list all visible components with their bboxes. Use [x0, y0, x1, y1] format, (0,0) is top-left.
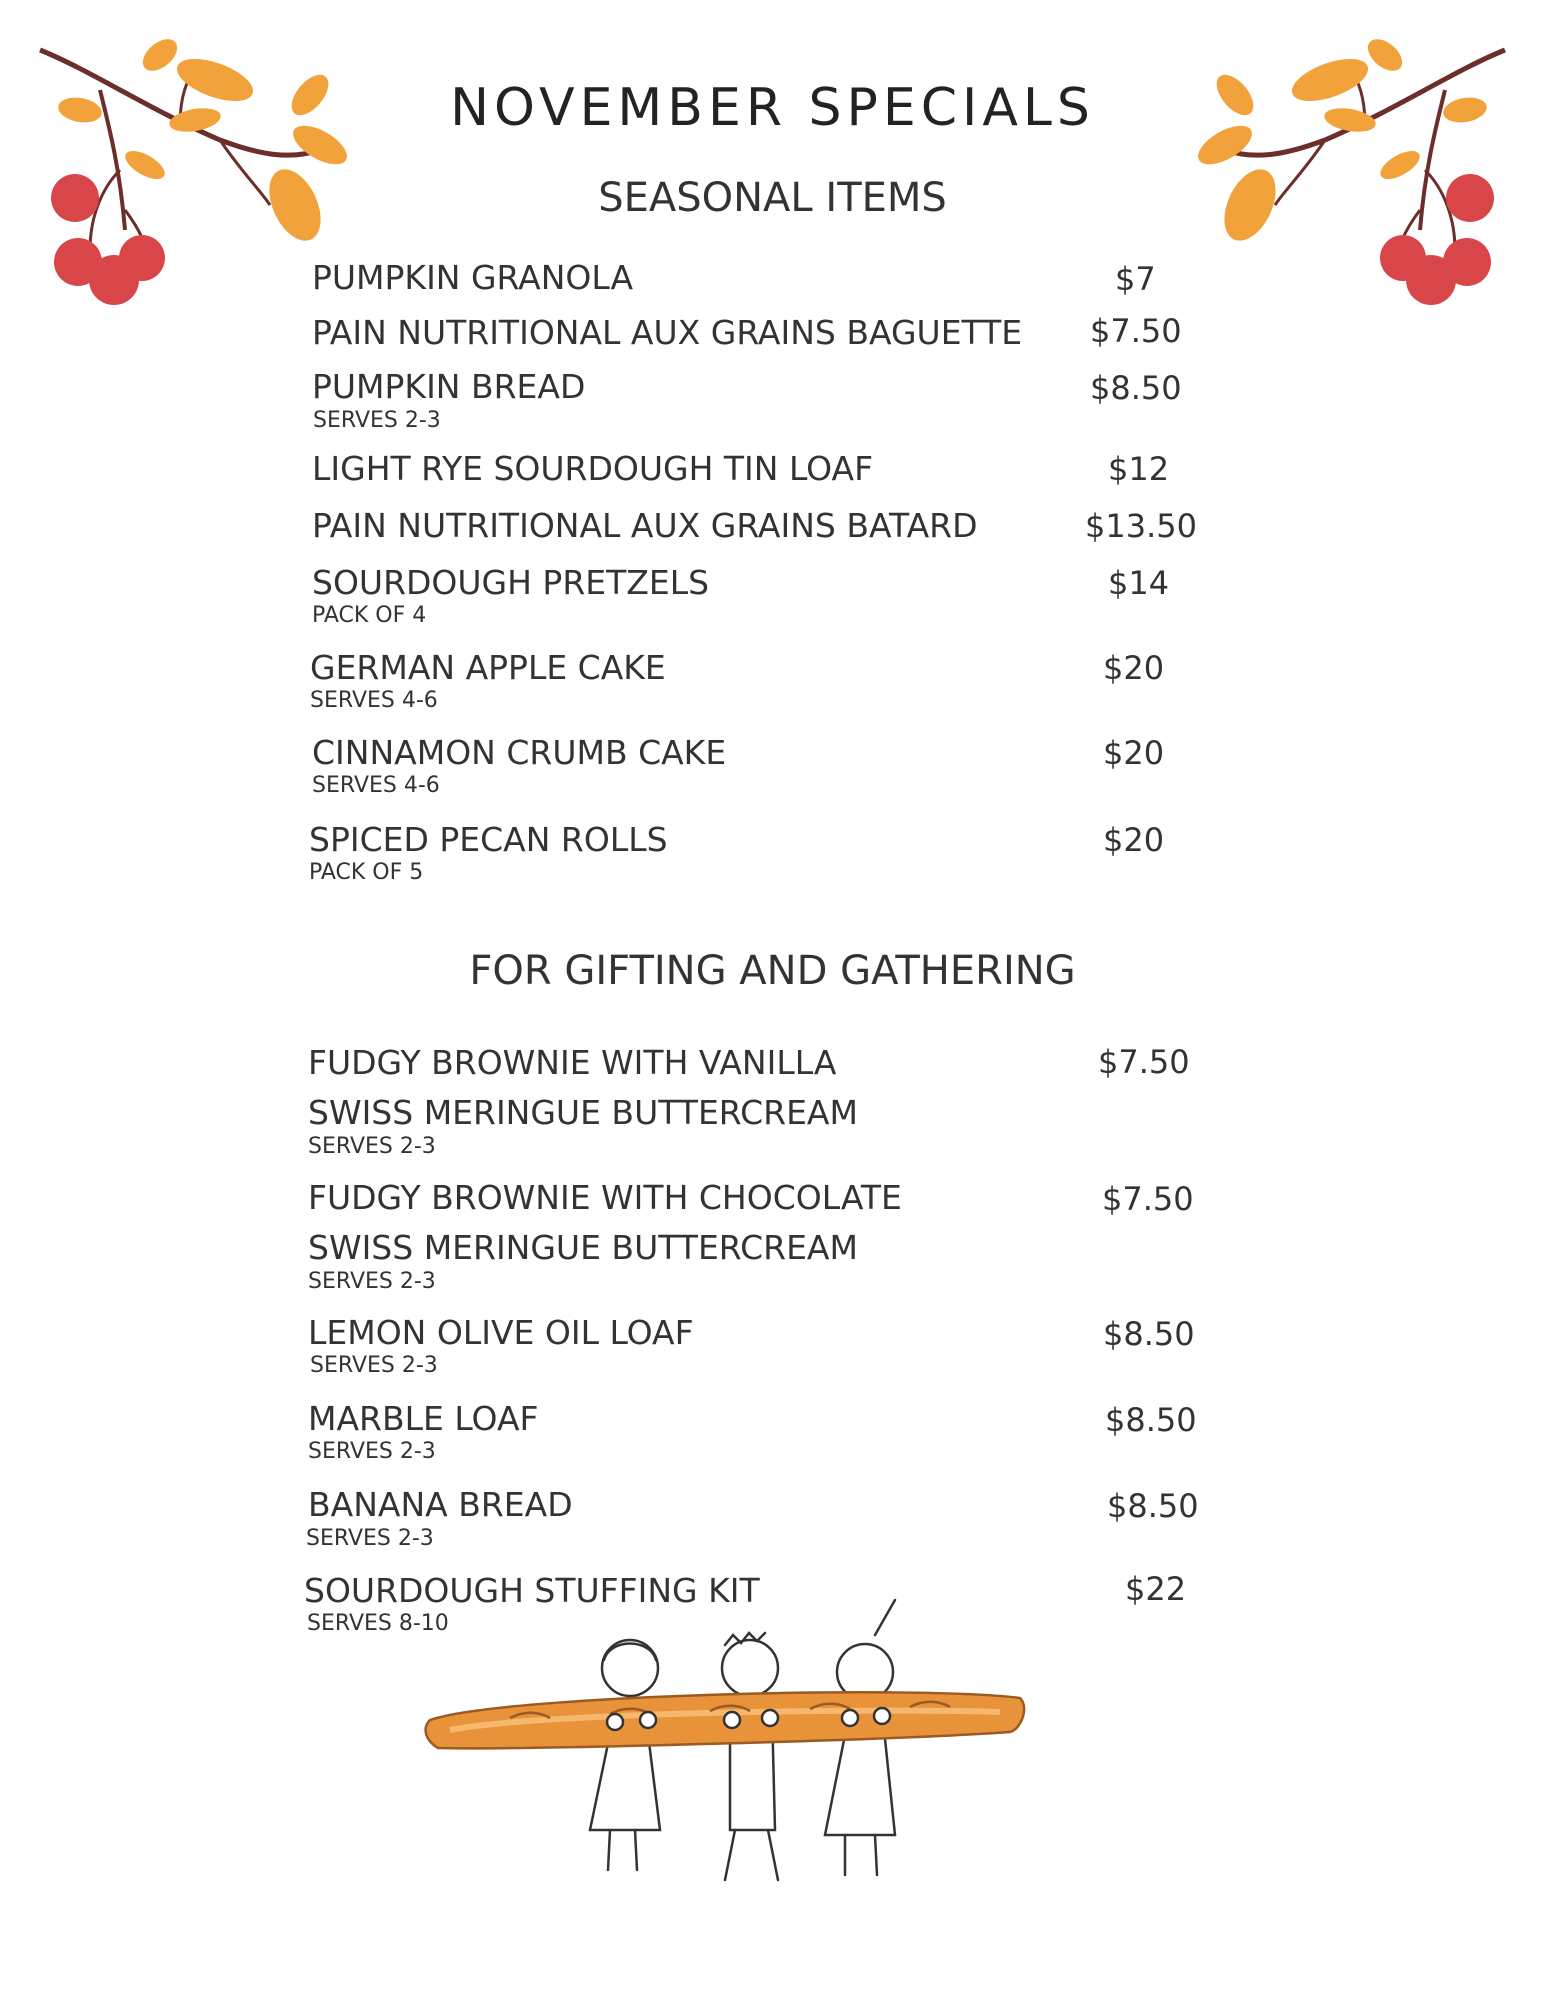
- menu-item-note: SERVES 4-6: [312, 773, 440, 798]
- menu-item-price: $13.50: [1085, 507, 1197, 545]
- menu-item-name: PUMPKIN GRANOLA: [312, 258, 634, 297]
- menu-item-note: SERVES 2-3: [310, 1353, 438, 1378]
- menu-item-name-line2: SWISS MERINGUE BUTTERCREAM: [308, 1228, 858, 1267]
- menu-item-note: SERVES 8-10: [307, 1611, 449, 1636]
- section-heading-gifting: FOR GIFTING AND GATHERING: [469, 948, 1076, 994]
- page-title: NOVEMBER SPECIALS: [450, 78, 1095, 138]
- menu-item-note: SERVES 2-3: [308, 1439, 436, 1464]
- menu-item-name: BANANA BREAD: [308, 1485, 573, 1524]
- menu-item-note: SERVES 2-3: [313, 408, 441, 433]
- menu-item-name-line2: SWISS MERINGUE BUTTERCREAM: [308, 1093, 858, 1132]
- menu-item-name: PAIN NUTRITIONAL AUX GRAINS BAGUETTE: [312, 313, 1023, 352]
- menu-item-name: PAIN NUTRITIONAL AUX GRAINS BATARD: [312, 506, 978, 545]
- menu-item-price: $7.50: [1090, 312, 1182, 350]
- menu-item-name: CINNAMON CRUMB CAKE: [312, 733, 727, 772]
- menu-item-price: $12: [1108, 450, 1170, 488]
- menu-item-price: $22: [1125, 1570, 1187, 1608]
- menu-item-price: $20: [1103, 821, 1165, 859]
- menu-item-price: $14: [1108, 564, 1170, 602]
- menu-item-name: LIGHT RYE SOURDOUGH TIN LOAF: [312, 449, 874, 488]
- menu-item-note: PACK OF 5: [309, 860, 424, 885]
- menu-item-price: $8.50: [1105, 1401, 1197, 1439]
- section-heading-seasonal: SEASONAL ITEMS: [598, 175, 947, 221]
- menu-item-price: $20: [1103, 649, 1165, 687]
- menu-item-name: SPICED PECAN ROLLS: [309, 820, 668, 859]
- menu-item-name: SOURDOUGH PRETZELS: [312, 563, 710, 602]
- menu-item-price: $8.50: [1090, 369, 1182, 407]
- menu-item-note: SERVES 2-3: [308, 1134, 436, 1159]
- menu-item-note: SERVES 2-3: [306, 1526, 434, 1551]
- menu-item-name: PUMPKIN BREAD: [312, 367, 586, 406]
- menu-item-price: $7.50: [1102, 1180, 1194, 1218]
- menu-item-name: FUDGY BROWNIE WITH VANILLA: [308, 1043, 837, 1082]
- menu-item-price: $7.50: [1098, 1043, 1190, 1081]
- menu-item-note: PACK OF 4: [312, 603, 427, 628]
- menu-item-note: SERVES 4-6: [310, 688, 438, 713]
- menu-item-name: SOURDOUGH STUFFING KIT: [304, 1571, 760, 1610]
- menu-item-name: FUDGY BROWNIE WITH CHOCOLATE: [308, 1178, 902, 1217]
- menu-item-price: $8.50: [1103, 1315, 1195, 1353]
- menu-item-name: LEMON OLIVE OIL LOAF: [308, 1313, 694, 1352]
- menu-item-name: GERMAN APPLE CAKE: [310, 648, 666, 687]
- menu-item-name: MARBLE LOAF: [308, 1399, 539, 1438]
- menu-item-note: SERVES 2-3: [308, 1269, 436, 1294]
- menu-item-price: $8.50: [1107, 1487, 1199, 1525]
- menu-item-price: $20: [1103, 734, 1165, 772]
- menu-item-price: $7: [1115, 260, 1156, 298]
- kids-carrying-baguette-illustration: [420, 1590, 1040, 1890]
